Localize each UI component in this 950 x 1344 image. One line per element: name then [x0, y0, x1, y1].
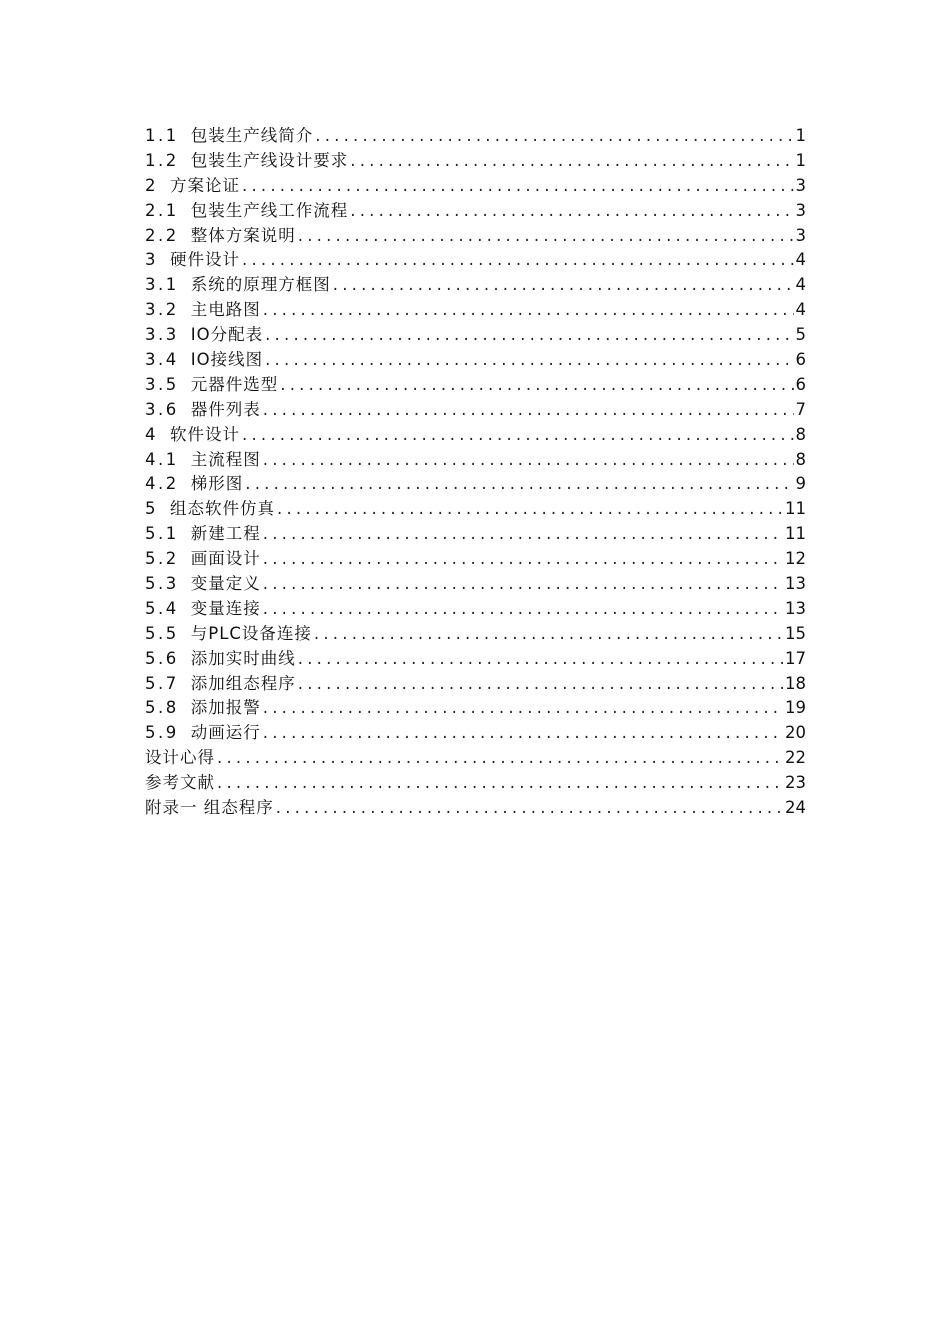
toc-entry-number: 3.5 — [145, 374, 179, 394]
toc-entry-number: 2.1 — [145, 200, 179, 220]
toc-entry-number: 4.1 — [145, 449, 179, 469]
toc-entry-title: 主流程图 — [190, 449, 261, 469]
toc-dot-leader — [263, 298, 794, 323]
toc-dot-leader — [263, 522, 783, 547]
toc-entry[interactable] — [145, 597, 806, 622]
toc-entry[interactable] — [145, 323, 806, 348]
toc-entry-page-number: 7 — [795, 399, 806, 419]
toc-entry[interactable] — [145, 174, 806, 199]
toc-entry-page-number: 18 — [785, 673, 806, 693]
toc-entry-page-number: 4 — [795, 275, 806, 295]
toc-dot-leader — [263, 448, 794, 473]
toc-entry[interactable] — [145, 224, 806, 249]
toc-entry-number: 5.4 — [145, 598, 179, 618]
toc-dot-leader — [350, 149, 793, 174]
toc-dot-leader — [298, 672, 783, 697]
table-of-contents — [145, 124, 806, 821]
toc-dot-leader — [265, 323, 793, 348]
toc-entry-number: 2 — [145, 175, 158, 195]
toc-entry-title: 设计心得 — [145, 748, 215, 768]
toc-entry-page-number: 20 — [785, 723, 806, 743]
toc-entry-title: 包装生产线工作流程 — [190, 200, 349, 220]
toc-entry-page-number: 19 — [785, 698, 806, 718]
toc-entry-page-number: 5 — [795, 325, 806, 345]
toc-entry-title: 系统的原理方框图 — [190, 275, 331, 295]
toc-entry-number: 5.3 — [145, 574, 179, 594]
toc-entry-page-number: 13 — [785, 598, 806, 618]
toc-entry-number: 3 — [145, 250, 158, 270]
toc-entry-number: 2.2 — [145, 225, 179, 245]
toc-entry-page-number: 3 — [795, 225, 806, 245]
toc-dot-leader — [315, 124, 793, 149]
toc-entry[interactable] — [145, 298, 806, 323]
toc-dot-leader — [263, 572, 783, 597]
toc-entry-title: 硬件设计 — [170, 250, 240, 270]
toc-entry[interactable] — [145, 273, 806, 298]
toc-entry-title: 包装生产线设计要求 — [190, 150, 349, 170]
toc-entry[interactable] — [145, 572, 806, 597]
toc-entry[interactable] — [145, 796, 806, 821]
toc-entry-page-number: 8 — [795, 424, 806, 444]
toc-entry-title: 画面设计 — [190, 549, 261, 569]
toc-entry-number: 3.3 — [145, 325, 179, 345]
toc-entry-number: 5.1 — [145, 524, 179, 544]
toc-entry-title: 组态软件仿真 — [170, 499, 275, 519]
toc-entry-title: 包装生产线简介 — [190, 126, 314, 145]
toc-entry-title: 方案论证 — [170, 175, 240, 195]
toc-entry-number: 3.4 — [145, 350, 179, 370]
toc-entry-number: 1.1 — [145, 126, 179, 145]
toc-dot-leader — [280, 373, 793, 398]
toc-entry[interactable] — [145, 647, 806, 672]
toc-entry[interactable] — [145, 398, 806, 423]
toc-entry-page-number: 8 — [795, 449, 806, 469]
toc-entry-page-number: 17 — [785, 648, 806, 668]
toc-entry-page-number: 24 — [785, 798, 806, 818]
toc-entry[interactable] — [145, 746, 806, 771]
toc-dot-leader — [350, 199, 793, 224]
toc-entry-number: 1.2 — [145, 150, 179, 170]
toc-dot-leader — [333, 273, 794, 298]
toc-entry[interactable] — [145, 771, 806, 796]
toc-entry[interactable] — [145, 199, 806, 224]
toc-dot-leader — [298, 647, 783, 672]
toc-entry-number: 5.7 — [145, 673, 179, 693]
toc-dot-leader — [263, 696, 783, 721]
toc-entry[interactable] — [145, 622, 806, 647]
toc-entry-title: 整体方案说明 — [190, 225, 296, 245]
toc-entry[interactable] — [145, 149, 806, 174]
toc-entry[interactable] — [145, 472, 806, 497]
toc-entry-page-number: 11 — [785, 499, 806, 519]
toc-entry-page-number: 22 — [785, 748, 806, 768]
toc-entry-title: 附录一 组态程序 — [145, 798, 274, 818]
toc-entry-title: 变量连接 — [190, 598, 261, 618]
toc-entry-page-number: 4 — [795, 300, 806, 320]
toc-entry-page-number: 1 — [795, 150, 806, 170]
toc-entry-title: IO分配表 — [190, 325, 264, 345]
toc-entry[interactable] — [145, 448, 806, 473]
toc-entry-page-number: 23 — [785, 773, 806, 793]
toc-entry-title: 主电路图 — [190, 300, 261, 320]
toc-dot-leader — [242, 248, 794, 273]
toc-entry[interactable] — [145, 373, 806, 398]
toc-dot-leader — [242, 423, 794, 448]
toc-entry-title: 变量定义 — [190, 574, 261, 594]
toc-entry-title: 元器件选型 — [190, 374, 279, 394]
toc-entry[interactable] — [145, 124, 806, 149]
toc-entry-page-number: 12 — [785, 549, 806, 569]
toc-entry-number: 5.6 — [145, 648, 179, 668]
toc-dot-leader — [265, 348, 793, 373]
toc-entry-page-number: 1 — [795, 126, 806, 145]
toc-dot-leader — [263, 398, 794, 423]
toc-entry-title: 参考文献 — [145, 773, 215, 793]
toc-dot-leader — [314, 622, 783, 647]
toc-dot-leader — [277, 497, 783, 522]
toc-dot-leader — [217, 771, 783, 796]
toc-entry-page-number: 13 — [785, 574, 806, 594]
toc-entry-number: 5.2 — [145, 549, 179, 569]
toc-dot-leader — [263, 721, 783, 746]
toc-dot-leader — [298, 224, 794, 249]
toc-dot-leader — [242, 174, 794, 199]
toc-entry[interactable] — [145, 721, 806, 746]
toc-entry-number: 4 — [145, 424, 158, 444]
toc-entry[interactable] — [145, 547, 806, 572]
toc-entry-page-number: 9 — [795, 474, 806, 494]
toc-entry-page-number: 4 — [795, 250, 806, 270]
toc-entry-title: 添加报警 — [190, 698, 261, 718]
toc-entry[interactable] — [145, 672, 806, 697]
toc-dot-leader — [263, 547, 783, 572]
toc-entry-number: 5.5 — [145, 623, 179, 643]
toc-entry-page-number: 6 — [795, 350, 806, 370]
toc-entry-title: 添加实时曲线 — [190, 648, 296, 668]
toc-entry-title: 动画运行 — [190, 723, 261, 743]
toc-entry-title: 添加组态程序 — [190, 673, 296, 693]
toc-entry-title: IO接线图 — [190, 350, 264, 370]
toc-entry-page-number: 11 — [785, 524, 806, 544]
toc-entry-page-number: 3 — [795, 200, 806, 220]
toc-entry-page-number: 6 — [795, 374, 806, 394]
toc-entry-title: 梯形图 — [190, 474, 244, 494]
toc-entry[interactable] — [145, 348, 806, 373]
toc-entry-number: 4.2 — [145, 474, 179, 494]
toc-entry-page-number: 3 — [795, 175, 806, 195]
toc-entry-number: 5.9 — [145, 723, 179, 743]
toc-entry-number: 5.8 — [145, 698, 179, 718]
toc-entry-page-number: 15 — [785, 623, 806, 643]
toc-dot-leader — [263, 597, 783, 622]
toc-entry-title: 软件设计 — [170, 424, 240, 444]
toc-dot-leader — [276, 796, 783, 821]
toc-entry-number: 3.6 — [145, 399, 179, 419]
toc-entry[interactable] — [145, 423, 806, 448]
toc-dot-leader — [217, 746, 783, 771]
toc-entry[interactable] — [145, 497, 806, 522]
toc-entry-title: 器件列表 — [190, 399, 261, 419]
toc-entry-number: 5 — [145, 499, 158, 519]
toc-entry-title: 与PLC设备连接 — [190, 623, 312, 643]
toc-entry-number: 3.2 — [145, 300, 179, 320]
toc-entry[interactable] — [145, 248, 806, 273]
toc-entry[interactable] — [145, 696, 806, 721]
toc-entry-title: 新建工程 — [190, 524, 261, 544]
toc-entry-number: 3.1 — [145, 275, 179, 295]
toc-entry[interactable] — [145, 522, 806, 547]
toc-dot-leader — [245, 472, 793, 497]
